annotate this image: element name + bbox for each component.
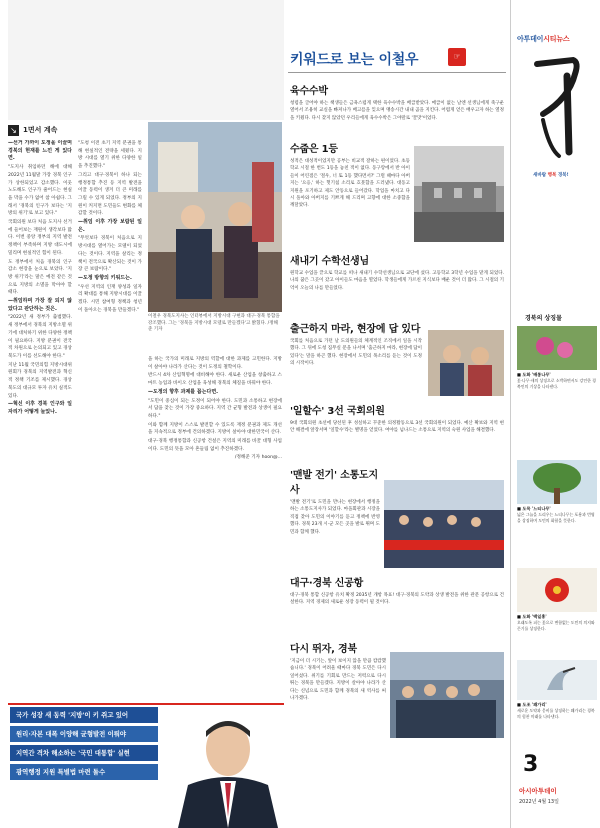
section-communication: [290, 466, 380, 536]
paragraph: 반드시 4차 산업혁명에 대비해야 한다. 새로운 산업을 창출하고 스마트 농업과 바이오 산업을 육성해 경북의 체질을 바꿔야 한다.: [148, 373, 282, 387]
section-heading: 새내기 수학선생님: [290, 256, 369, 267]
section-field: [290, 320, 422, 368]
keyword-item: 국가 성장 새 동력 '지방'이 키 쥐고 있어: [10, 707, 170, 723]
section-heading: 출근하지 마라, 현장에 답 있다: [290, 324, 421, 335]
school-photo: [414, 146, 504, 242]
section-body: 성적은 대성적이었지만 공부는 비교적 잘하는 편이었다. 초등학교 시절 한 번도 1등을 놓친 적이 없다. 동구랑에서 반 아이들이 어린점은 '철우, 너 또 1등 했다면서?' 그럴 때마다 아버지는 '으응,' 하는 헛기침 소리로 흐뭇함을 드러냈다. 대동고 지원을 포기하고 제도 안동으로 들어갔다. 학업을 마치고 다시 돌아와 아버지를 기쁘게 해 드리며 고향에 대한 소중함을 깨달았다.: [290, 159, 410, 209]
text-column-3: [148, 356, 282, 700]
governor-portrait: [158, 707, 284, 828]
symbol-desc: [517, 506, 597, 524]
publisher-name: 아시아투데이: [519, 787, 557, 795]
section-body: '지금이 더 시기는, 앞이 보이지 않을 만큼 캄캄했습니다.' 경북이 어려울 때마다 경북 도민은 다시 일어섰다. 위기를 기회로 만드는 저력으로 다시 뛰는 경북을 만들겠다. 지방이 살아야 나라가 산다는 신념으로 도민과 함께 경북의 새 역사를 써 나가겠다.: [290, 659, 386, 702]
pointer-icon: ☞: [448, 48, 466, 66]
section-heading: 대구·경북 신공항: [290, 578, 364, 589]
section-math-teacher: [290, 252, 504, 292]
governor-photo: [148, 122, 282, 312]
keyword-item: 광역행정 지원 특별법 마련 돌수: [10, 764, 170, 780]
page-number: 3: [523, 752, 539, 777]
field-visit-photo: [428, 330, 504, 396]
section-shy-first: [290, 140, 410, 210]
symbol-text: 넓은 그늘을 드리우는 느티나무는 포용과 번영을 상징하며 도민의 화합을 뜻한다.: [517, 512, 595, 523]
paragraph: "도청 이전 초기 지역 분권을 통해 현실적인 전략을 세웠다. 지방 시대를 열기 위한 다양한 일을 추진했다.": [78, 141, 142, 170]
section-body: 국회를 처음으로 가던 날 도의원들의 체계적인 조직에서 일을 시작했다. 그 뒤에 도청 집무실 문을 나서며 '출근하지 마라, 현장에 답이 있다'는 말을 하곤 했다. 현장에서 도민의 목소리를 듣는 것이 도정의 시작이다.: [290, 339, 422, 367]
issue-date: 2022년 4월 13일: [519, 799, 559, 805]
brand-sub: 시티뉴스: [543, 35, 570, 43]
top-blank-band: [8, 0, 284, 120]
section-body: 9대 국회의원 초선에 당선된 후 성실하고 꾸준한 의정활동으로 3선 국회의원이 되었다. 예산 확보와 지역 현안 해결에 앞장서며 '일할수'라는 별명을 얻었다. 여야를 넘나드는 소통으로 지역의 숙원 사업을 해결했다.: [290, 421, 504, 434]
section-run-again: [290, 640, 386, 702]
question: —도정의 향후 과제를 꼽는다면.: [148, 388, 219, 395]
brand-name: 아투데이: [517, 35, 544, 43]
column-header: [288, 45, 506, 73]
symbol-name: ■ 도조 '왜가리': [517, 702, 547, 707]
continue-mark-icon: ↘: [8, 125, 19, 136]
question: —취임 이후 가장 보람된 일은.: [78, 219, 142, 233]
section-heading: '일할수' 3선 국회의원: [290, 406, 385, 417]
paragraph: 도 정부에서 처음 경북의 인구 감소 현장을 눈으로 보았다. '지방 위기'라는 말은 예전 같은 것으로 지방의 소멸을 막아야 할 때다.: [8, 259, 72, 296]
side-strip: [510, 0, 600, 828]
paragraph: 국회의원 보다 처음 도지사 선거에 들어보는 재원이 생각보다 많다. 이번 중앙 정부의 지역 발전 정책이 부족하며 지방 대도시에 밀리며 현실적인 힘이 된다.: [8, 220, 72, 256]
paragraph: "무엇보다 경북이 처음으로 지방시대를 열어가는 모델이 되었다는 것이다. 지역을 살리는 정책이 전국으로 확산되는 것이 가장 큰 보람이다.": [78, 236, 142, 273]
question: —혁신 이후 경북 인구와 일자리가 어떻게 늘었나.: [8, 401, 72, 415]
symbol-flower-image: [517, 326, 597, 370]
interview-article: [8, 0, 284, 828]
paragraph: 지난 11월 국민의힘 지방시대위원회가 경북의 지역발전과 혁신적 정책 기조를 제시했다. 경상북도의 대규모 투자 유치 실적도 있다.: [8, 362, 72, 399]
byline: /정해준 기자 hoon@...: [234, 455, 282, 461]
calligraphy-mark: [529, 48, 589, 168]
question: —취임하며 가장 잘 되지 않았다고 판단하는 것은.: [8, 298, 72, 312]
keyword-item: 원리·자본 대폭 이양해 균형발전 이뤄야: [10, 726, 170, 742]
slogan-part: 행복: [547, 173, 557, 178]
section-label: 1면서 계속: [23, 126, 58, 134]
symbol-flower2-image: [517, 568, 597, 612]
paragraph: 그리고 대구·경북이 하나 되는 행정통합 추진 등 지역 발전을 이끌 동력이 생겨 더 큰 미래를 그릴 수 있게 되었다. 정부의 지원이 커지면 도민들도 변화를 체감할 것이다.: [78, 172, 142, 217]
slogan: [533, 172, 569, 178]
paragraph: "2022년 새 정부가 출범했다. 새 정부에서 경북의 지방소멸 위기에 대처하기 위한 다양한 정책이 필요하다. 지방 분권이 전국적 차원으로 논의되고 있고 경상북도가 이를 선도해야 한다.": [8, 315, 72, 359]
question: —도정 방향의 키워드는.: [78, 274, 132, 281]
keyword-profile-column: [288, 0, 506, 828]
keyword-item: 지역간 격차 해소하는 '국민 대통합' 실현: [10, 745, 170, 761]
symbol-text: 새로운 도약과 웅비를 상징하는 왜가리는 경북의 힘찬 미래를 나타낸다.: [517, 708, 595, 719]
keyword-list: [10, 707, 170, 783]
paragraph: "우선 지역의 인재 양성과 일자리 확대를 통해 지방시대를 이끌겠다. 시민 참여형 정책과 청년이 돌아오는 경북을 만들겠다.": [78, 284, 142, 313]
column-title: 키워드로 보는 이철우: [290, 52, 419, 68]
symbol-text: 오래도록 피는 꽃으로 변함없는 도민의 의지와 끈기를 상징한다.: [517, 620, 595, 631]
symbol-name: ■ 도화 '백일홍': [517, 614, 547, 619]
photo-caption: 이철우 경북도지사는 인터뷰에서 지방시대 구현과 대구·경북 통합을 강조했다. 그는 '경북을 지방시대 모델로 만들겠다'고 밝혔다. /정해준 기자: [148, 314, 280, 332]
slogan-part: 경북!: [557, 173, 569, 178]
symbol-bird-image: [517, 660, 597, 700]
question: —선거 가까이 도정을 이끌며 경북의 현재를 느낀 게 있다면.: [8, 140, 72, 162]
section-body: '맨발 전기'로 도민을 만나는 현장에서 행정을 하는 소통도지사가 되었다. 마을회관과 시장을 직접 찾아 도민의 이야기를 듣고 정책에 반영했다. 경북 23개 시·군 모든 곳을 발로 뛰며 도민과 함께 했다.: [290, 500, 380, 535]
symbol-name: ■ 도화 '배롱나무': [517, 372, 551, 377]
text-column-1: [8, 140, 72, 700]
marathon-photo: [384, 480, 504, 568]
section-watermelon: [290, 82, 504, 122]
paragraph: "도민이 중심이 되는 도정이 되어야 한다. 도민과 소통하고 현장에서 답을 찾는 것이 가장 중요하다. 지역 간 균형 발전과 상생이 필요하다.": [148, 398, 282, 419]
slogan-part: 새바람: [533, 173, 547, 178]
paragraph: 이와 함께 지방이 스스로 발전할 수 있도록 재정 분권과 제도 개선을 지속적으로 정부에 건의하겠다. 지방이 살아야 대한민국이 산다.: [148, 422, 282, 436]
crowd-photo: [390, 652, 504, 738]
section-body: 청렴을 글어야 하는 책생들은 금욕스럽게 택한 육수수박을 배급받았다. 매급이 없는 날엔 선생님에게 죽구운 열어서 조용히 교실을 빠져나가 배고픔을 잊으며 맹송시간 내내 곰을 지킨다. 어렵게 얻은 배우고자 하는 열정을 키웠다. 다시 찾지 않았던 우리들에게 육수수박은 그야말로 '꿀맛'이었다.: [290, 101, 504, 121]
paragraph: "도지사 취임하던 해에 대해 2022년 11월말 가장 경북 인구가 상한되었고 감소했다. 이웃 노도해도 인구가 줄어드는 현실을 막을 수가 없어 참 아쉽다. 그래서 '경북의 인구가 보다는 '지방의 위기'로 보고 있다.": [8, 165, 72, 217]
symbol-name: ■ 도목 '느티나무': [517, 506, 551, 511]
section-lawmaker: [290, 402, 504, 435]
section-heading: 수줍은 1등: [290, 144, 338, 155]
section-body: 원학교 수업을 끝으로 학교를 떠나 새내기 수학선생님으로 교단에 섰다. 고등학교 3학년 수업을 맡게 되었다. 나의 꿈은 그곳이 갔고 아이들도 마음을 열었다. 학생들에게 가르친 지식보다 배운 것이 더 많다. 그 시절의 기억이 오늘의 나를 만들었다.: [290, 271, 504, 291]
paragraph: 대구·경북 행정통합과 신공항 건설은 지역의 미래를 바꿀 대형 사업이다. 도민의 뜻을 모아 흔들림 없이 추진하겠다.: [148, 439, 282, 452]
paragraph: 을 하는 국가의 미래로 지방의 역할에 대한 과제를 고민한다. 지방이 살아야 나라가 산다는 것이 도정의 철학이다.: [148, 357, 282, 370]
keyword-banner: [8, 705, 284, 828]
symbol-desc: [517, 702, 597, 720]
section-heading: 다시 뛰자, 경북: [290, 644, 357, 655]
section-body: 대구·경북 통합 신공항 유치 확정 2035년 개항 목표! 대구·경북의 도약과 상생 발전을 위한 관문 공항으로 건설한다. 지역 경제의 새로운 성장 동력이 될 것이다.: [290, 593, 504, 606]
symbol-desc: [517, 372, 597, 390]
symbol-text: 꽃·나무·새의 상징으로 소박하면서도 강인한 경북인의 기상을 나타낸다.: [517, 378, 596, 389]
symbol-tree-image: [517, 460, 597, 504]
section-airport: [290, 574, 504, 607]
symbols-heading: 경북의 상징물: [525, 315, 562, 322]
article-continuation-label: [8, 123, 143, 137]
brand-logo: [517, 34, 570, 44]
text-column-2: [78, 140, 142, 700]
section-heading: 육수수박: [290, 86, 328, 97]
symbol-desc: [517, 614, 597, 632]
section-heading: '맨발 전기' 소통도지사: [290, 470, 378, 496]
